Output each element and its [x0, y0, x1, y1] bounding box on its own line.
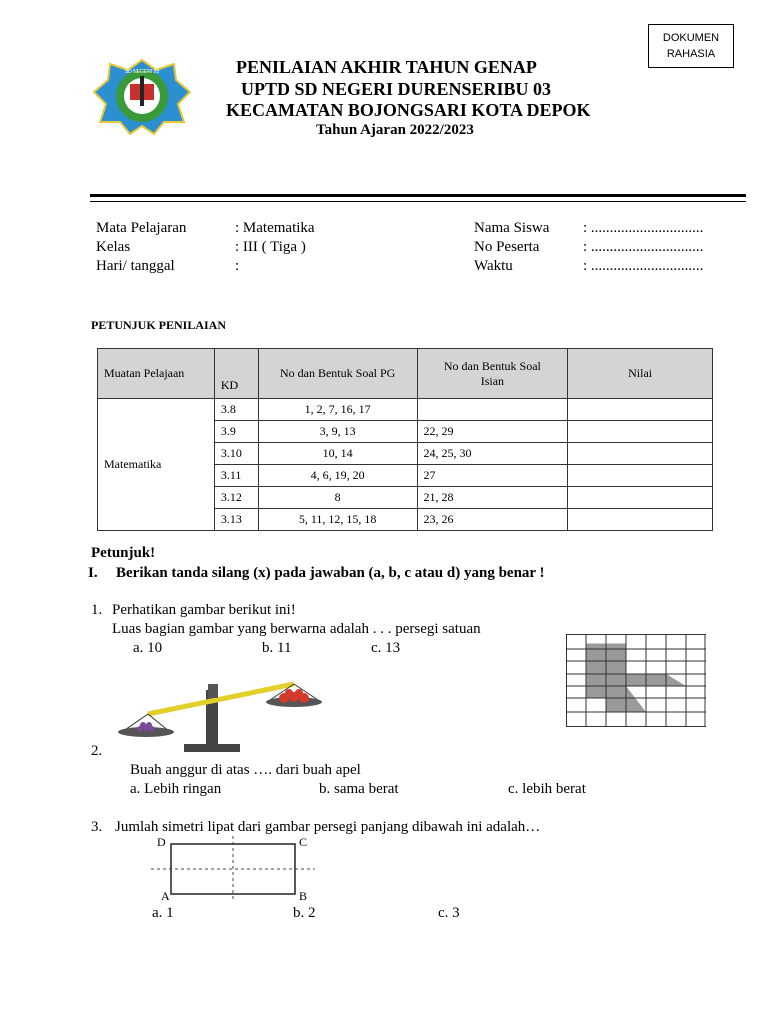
q3-number: 3.: [91, 819, 103, 835]
corner-a-label: A: [161, 889, 170, 903]
q2-option-c[interactable]: c. lebih berat: [508, 781, 586, 797]
q2-balance-scale-figure: [108, 680, 326, 756]
assessment-instructions-heading: PETUNJUK PENILAIAN: [91, 318, 227, 332]
q3-line1: Jumlah simetri lipat dari gambar persegi panjang dibawah ini adalah…: [115, 819, 541, 835]
time-label: Waktu: [474, 258, 513, 274]
q1-line1: Perhatikan gambar berikut ini!: [112, 602, 296, 618]
isian-cell: 24, 25, 30: [417, 443, 568, 465]
date-value: :: [235, 258, 240, 274]
q1-option-b[interactable]: b. 11: [262, 640, 292, 656]
instructions-heading: Petunjuk!: [91, 545, 156, 561]
table-row: [98, 399, 713, 421]
nilai-cell[interactable]: [568, 465, 713, 487]
q1-grid-figure: [566, 634, 706, 728]
time-field[interactable]: : ..............................: [583, 258, 704, 274]
nilai-cell[interactable]: [568, 399, 713, 421]
q2-line1: Buah anggur di atas …. dari buah apel: [130, 762, 361, 778]
header-title: PENILAIAN AKHIR TAHUN GENAP: [236, 57, 537, 77]
header-rule-thick: [90, 194, 746, 197]
stamp-line2: RAHASIA: [666, 48, 716, 60]
class-label: Kelas: [96, 239, 131, 255]
participant-no-label: No Peserta: [474, 239, 540, 255]
kd-table: [97, 348, 713, 531]
student-name-label: Nama Siswa: [474, 220, 550, 236]
subject-label: Mata Pelajaran: [96, 220, 187, 236]
q2-number: 2.: [91, 743, 103, 759]
subject-value: : Matematika: [235, 220, 315, 236]
q3-rectangle-figure: [129, 836, 341, 904]
confidential-stamp: [648, 24, 734, 68]
q1-option-a[interactable]: a. 10: [133, 640, 163, 656]
corner-b-label: B: [299, 889, 308, 903]
header-pg: No dan Bentuk Soal PG: [258, 349, 417, 399]
kd-cell: 3.10: [214, 443, 258, 465]
kd-cell: 3.8: [214, 399, 258, 421]
isian-cell: 22, 29: [417, 421, 568, 443]
stamp-line1: DOKUMEN: [662, 32, 720, 44]
header-kd: KD: [214, 349, 258, 399]
kd-cell: 3.9: [214, 421, 258, 443]
section-number: I.: [88, 565, 98, 581]
table-header-row: [98, 349, 713, 399]
header-nilai: Nilai: [568, 349, 713, 399]
header-year: Tahun Ajaran 2022/2023: [316, 122, 474, 138]
q1-option-c[interactable]: c. 13: [371, 640, 401, 656]
kd-cell: 3.11: [214, 465, 258, 487]
q3-option-b[interactable]: b. 2: [293, 905, 316, 921]
isian-cell: 21, 28: [417, 487, 568, 509]
nilai-cell[interactable]: [568, 443, 713, 465]
q3-option-c[interactable]: c. 3: [438, 905, 460, 921]
logo-text-top: SD NEGERI 03: [124, 69, 160, 75]
pg-cell: 4, 6, 19, 20: [258, 465, 417, 487]
participant-no-field[interactable]: : ..............................: [583, 239, 704, 255]
pg-cell: 5, 11, 12, 15, 18: [258, 509, 417, 531]
subject-cell: Matematika: [98, 399, 215, 531]
kd-cell: 3.12: [214, 487, 258, 509]
corner-c-label: C: [299, 836, 308, 849]
class-value: : III ( Tiga ): [235, 239, 306, 255]
pg-cell: 1, 2, 7, 16, 17: [258, 399, 417, 421]
header-muatan: Muatan Pelajaan: [98, 349, 215, 399]
isian-cell: 23, 26: [417, 509, 568, 531]
school-logo: [92, 56, 192, 136]
corner-d-label: D: [157, 836, 166, 849]
q1-line2: Luas bagian gambar yang berwarna adalah . . . persegi satuan: [112, 621, 481, 637]
header-school: UPTD SD NEGERI DURENSERIBU 03: [241, 79, 552, 99]
q1-number: 1.: [91, 602, 103, 618]
nilai-cell[interactable]: [568, 509, 713, 531]
pg-cell: 8: [258, 487, 417, 509]
header-rule-thin: [90, 201, 746, 202]
isian-cell: 27: [417, 465, 568, 487]
date-label: Hari/ tanggal: [96, 258, 175, 274]
pg-cell: 10, 14: [258, 443, 417, 465]
student-name-field[interactable]: : ..............................: [583, 220, 704, 236]
header-district: KECAMATAN BOJONGSARI KOTA DEPOK: [226, 100, 591, 120]
q3-option-a[interactable]: a. 1: [152, 905, 174, 921]
header-isian: No dan Bentuk Soal Isian: [417, 349, 568, 399]
q2-option-a[interactable]: a. Lebih ringan: [130, 781, 222, 797]
nilai-cell[interactable]: [568, 487, 713, 509]
q2-option-b[interactable]: b. sama berat: [319, 781, 399, 797]
nilai-cell[interactable]: [568, 421, 713, 443]
pg-cell: 3, 9, 13: [258, 421, 417, 443]
section-instruction: Berikan tanda silang (x) pada jawaban (a, b, c atau d) yang benar !: [116, 565, 545, 581]
kd-cell: 3.13: [214, 509, 258, 531]
isian-cell: [417, 399, 568, 421]
